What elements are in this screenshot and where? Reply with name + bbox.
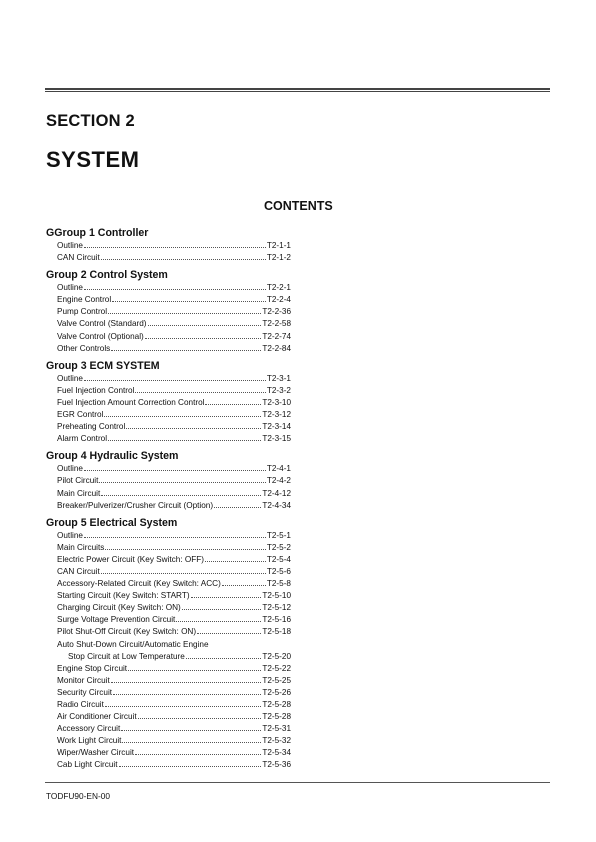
toc-entry[interactable]	[46, 687, 291, 699]
toc-entry[interactable]	[46, 488, 291, 500]
dot-leader	[111, 675, 262, 683]
dot-leader	[191, 590, 262, 598]
dot-leader	[121, 723, 261, 731]
toc-entry[interactable]	[46, 421, 291, 433]
toc-entry-label: Outline	[57, 373, 83, 383]
toc-entry-label: Security Circuit	[57, 687, 113, 697]
toc-entry-label: Outline	[57, 283, 83, 293]
toc-group	[46, 268, 291, 355]
dot-leader	[119, 759, 262, 767]
toc-group-title: Group 5 Electrical System	[46, 516, 178, 529]
dot-leader	[148, 318, 262, 326]
toc-entry-label: Pilot Shut-Off Circuit (Key Switch: ON)	[57, 627, 197, 637]
section-title: SYSTEM	[46, 147, 140, 172]
dot-leader	[113, 687, 261, 695]
toc-entry-page: T2-4-2	[266, 476, 291, 486]
toc-entry-label: Pilot Circuit	[57, 476, 99, 486]
toc-entry-label: Main Circuits	[57, 542, 105, 552]
dot-leader	[186, 651, 262, 659]
toc-entry[interactable]	[46, 397, 291, 409]
toc-entry-page: T2-5-28	[262, 712, 291, 722]
toc-entry[interactable]	[46, 735, 291, 747]
dot-leader	[122, 735, 261, 743]
dot-leader	[84, 530, 266, 538]
toc-group	[46, 516, 291, 772]
footer-rule	[45, 782, 550, 783]
toc-entry[interactable]	[46, 663, 291, 675]
toc-entry-page: T2-4-34	[262, 500, 291, 510]
toc-entry-page: T2-5-8	[266, 579, 291, 589]
dot-leader	[105, 699, 261, 707]
dot-leader	[84, 463, 266, 471]
toc-entry-label: Electric Power Circuit (Key Switch: OFF)	[57, 554, 204, 564]
dot-leader	[84, 282, 266, 290]
toc-entry-label: Outline	[57, 464, 83, 474]
toc-entry[interactable]	[46, 373, 291, 385]
dot-leader	[84, 373, 266, 381]
dot-leader	[84, 240, 266, 248]
toc-entry-page: T2-3-15	[262, 434, 291, 444]
toc-entry-page: T2-3-12	[262, 410, 291, 420]
dot-leader	[138, 711, 262, 719]
toc-entry-label: Engine Control	[57, 295, 112, 305]
header-rule	[45, 88, 550, 92]
toc-entry-page: T2-5-36	[262, 760, 291, 770]
toc-entry-label: Alarm Control	[57, 434, 108, 444]
toc-entry-page: T2-5-28	[262, 700, 291, 709]
dot-leader	[108, 433, 261, 441]
table-of-contents	[46, 226, 291, 772]
toc-entry[interactable]	[46, 626, 291, 638]
toc-entry[interactable]	[46, 747, 291, 759]
dot-leader	[105, 542, 266, 550]
toc-entry-label: Charging Circuit (Key Switch: ON)	[57, 603, 181, 613]
dot-leader	[222, 578, 266, 586]
toc-entry[interactable]	[46, 759, 291, 771]
toc-group	[46, 449, 291, 511]
toc-entry-label: Monitor Circuit	[57, 675, 110, 685]
section-label: SECTION 2	[46, 112, 135, 130]
toc-entry-page: T2-5-2	[266, 542, 291, 552]
toc-entry[interactable]	[46, 318, 291, 330]
toc-entry[interactable]	[46, 306, 291, 318]
toc-entry-label: Work Light Circuit	[57, 736, 122, 746]
toc-entry[interactable]	[46, 651, 291, 663]
dot-leader	[205, 554, 266, 562]
dot-leader	[126, 421, 261, 429]
toc-entry-page: T2-5-34	[262, 748, 291, 758]
toc-entry-page: T2-5-25	[262, 675, 291, 685]
toc-entry[interactable]	[46, 282, 291, 294]
dot-leader	[205, 397, 261, 405]
toc-entry[interactable]	[46, 385, 291, 397]
toc-entry-page: T2-5-18	[262, 627, 291, 637]
document-code: TODFU90-EN-00	[46, 791, 110, 801]
toc-entry-page: T2-5-22	[262, 663, 291, 673]
toc-entry-label: Fuel Injection Control	[57, 385, 135, 395]
toc-entry-label: Pump Control	[57, 307, 108, 317]
toc-entry-page: T2-5-4	[266, 554, 291, 564]
dot-leader	[182, 602, 262, 610]
toc-entry-label: Surge Voltage Prevention Circuit	[57, 615, 176, 625]
toc-entry-label: Fuel Injection Amount Correction Control	[57, 397, 205, 407]
toc-entry[interactable]	[46, 542, 291, 554]
toc-entry-label: Radio Circuit	[57, 700, 104, 709]
toc-entry-page: T2-5-32	[262, 736, 291, 746]
toc-entry[interactable]	[46, 530, 291, 542]
dot-leader	[145, 331, 262, 339]
toc-entry[interactable]	[46, 614, 291, 626]
toc-entry-label: Accessory Circuit	[57, 724, 121, 734]
toc-entry-label: Air Conditioner Circuit	[57, 712, 137, 722]
toc-entry-page: T2-3-2	[266, 385, 291, 395]
dot-leader	[101, 252, 266, 260]
toc-entry[interactable]	[46, 294, 291, 306]
toc-entry-label: EGR Control	[57, 410, 104, 420]
toc-entry[interactable]	[46, 463, 291, 475]
toc-entry[interactable]	[46, 566, 291, 578]
toc-entry[interactable]	[46, 578, 291, 590]
contents-heading: CONTENTS	[264, 199, 333, 213]
toc-entry-page: T2-2-1	[266, 283, 291, 293]
dot-leader	[101, 488, 261, 496]
toc-group-title: GGroup 1 Controller	[46, 227, 149, 239]
toc-entry-label: Breaker/Pulverizer/Crusher Circuit (Option)	[57, 500, 214, 510]
toc-entry[interactable]	[46, 331, 291, 343]
toc-entry[interactable]	[46, 433, 291, 445]
toc-entry-label: Cab Light Circuit	[57, 760, 118, 770]
toc-entry[interactable]	[46, 723, 291, 735]
toc-entry-page: T2-5-20	[262, 651, 291, 661]
toc-entry[interactable]	[46, 675, 291, 687]
toc-entry-label: Valve Control (Optional)	[57, 331, 144, 341]
toc-entry-page: T2-5-6	[266, 566, 291, 576]
toc-entry-label[interactable]: Auto Shut-Down Circuit/Automatic Engine	[57, 639, 209, 649]
toc-entry-label: Stop Circuit at Low Temperature	[68, 651, 185, 661]
dot-leader	[108, 306, 261, 314]
toc-entry[interactable]	[46, 252, 291, 264]
toc-entry-page: T2-2-36	[262, 307, 291, 317]
toc-entry[interactable]	[46, 475, 291, 487]
toc-entry[interactable]	[46, 343, 291, 355]
toc-entry-page: T2-5-10	[262, 591, 291, 601]
toc-entry-label: Preheating Control	[57, 422, 126, 432]
dot-leader	[135, 747, 261, 755]
toc-entry-label: Engine Stop Circuit	[57, 663, 128, 673]
toc-group	[46, 359, 291, 446]
toc-group-title: Group 4 Hydraulic System	[46, 450, 179, 463]
dot-leader	[214, 500, 261, 508]
toc-entry-label: Wiper/Washer Circuit	[57, 748, 135, 758]
toc-entry[interactable]	[46, 500, 291, 512]
toc-entry[interactable]	[46, 409, 291, 421]
toc-entry[interactable]	[46, 590, 291, 602]
toc-entry[interactable]	[46, 240, 291, 252]
dot-leader	[128, 663, 261, 671]
toc-group-title: Group 3 ECM SYSTEM	[46, 359, 160, 372]
dot-leader	[135, 385, 266, 393]
toc-entry-label: CAN Circuit	[57, 566, 100, 576]
dot-leader	[101, 566, 266, 574]
dot-leader	[112, 294, 266, 302]
dot-leader	[99, 475, 265, 483]
toc-entry-page: T2-2-74	[262, 331, 291, 341]
toc-entry-page: T2-5-1	[266, 530, 291, 540]
toc-entry-page: T2-5-16	[262, 615, 291, 625]
toc-entry-page: T2-4-12	[262, 488, 291, 498]
toc-entry-page: T2-1-2	[266, 253, 291, 263]
toc-entry-label: Accessory-Related Circuit (Key Switch: ACC)	[57, 579, 221, 589]
dot-leader	[197, 626, 261, 634]
toc-entry-label: Outline	[57, 530, 83, 540]
toc-entry-label: Other Controls	[57, 343, 111, 353]
toc-group	[46, 226, 291, 264]
toc-entry-page: T2-5-26	[262, 687, 291, 697]
toc-entry-page: T2-3-1	[266, 373, 291, 383]
toc-entry-page: T2-3-10	[262, 397, 291, 407]
toc-entry-label: Valve Control (Standard)	[57, 319, 147, 329]
dot-leader	[111, 343, 261, 351]
toc-entry-page: T2-2-58	[262, 319, 291, 329]
toc-entry-label: CAN Circuit	[57, 253, 100, 263]
toc-entry-page: T2-1-1	[266, 241, 291, 250]
toc-entry[interactable]	[46, 711, 291, 723]
toc-entry-page: T2-2-84	[262, 343, 291, 353]
toc-entry[interactable]	[46, 602, 291, 614]
dot-leader	[104, 409, 261, 417]
toc-group-title: Group 2 Control System	[46, 269, 168, 282]
toc-entry-label: Outline	[57, 241, 83, 250]
toc-entry[interactable]	[46, 554, 291, 566]
dot-leader	[176, 614, 261, 622]
toc-entry-page: T2-5-12	[262, 603, 291, 613]
toc-entry-page: T2-2-4	[266, 295, 291, 305]
toc-entry-label: Main Circuit	[57, 488, 101, 498]
toc-entry-page: T2-5-31	[262, 724, 291, 734]
toc-entry-label: Starting Circuit (Key Switch: START)	[57, 591, 190, 601]
toc-entry-page: T2-3-14	[262, 422, 291, 432]
toc-entry[interactable]	[46, 699, 291, 711]
toc-entry-page: T2-4-1	[266, 464, 291, 474]
